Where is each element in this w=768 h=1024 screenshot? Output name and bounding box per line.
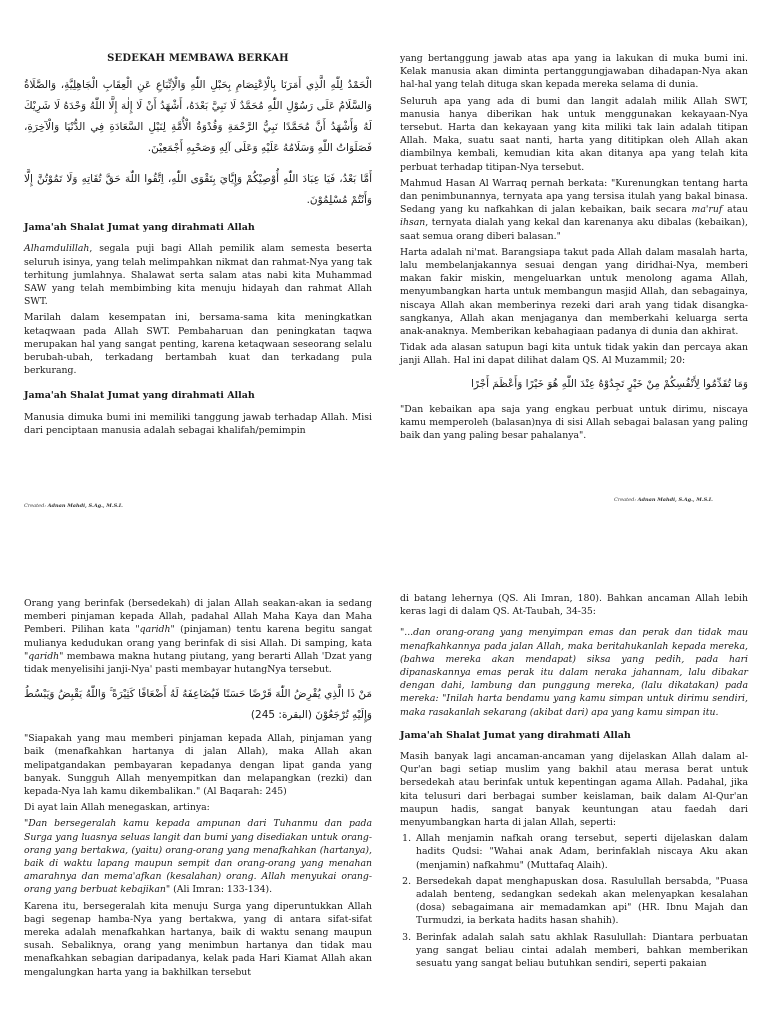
paragraph-text: Mahmud Hasan Al Warraq pernah berkata: "Kurenungkan tentang harta dan penimbunannya, ternyata apa yang tersisa itulah yang bakal binasa. Sedang yang ku nafkahkan di jalan kebaikan, baik secara: [400, 177, 748, 216]
credit-label: Created:: [24, 503, 47, 509]
credit-label: Created:: [614, 497, 637, 503]
paragraph-text: , segala puji bagi Allah pemilik alam semesta beserta seluruh isinya, yang telah melimpahkan nikmat dan rahmat-Nya yang tak terhitung jumlahnya. Shalawat serta salam atas nabi kita Muhammad SAW yang telah membimbing kita menuju hidayah dan rahmat Allah SWT.: [24, 243, 372, 308]
page-2: [0, 582, 768, 1024]
arabic-opening-praise: الْحَمْدُ لِلّٰهِ الَّذِي أَمَرَنَا بِالْاِعْتِصَامِ بِحَبْلِ اللّٰهِ وَالْاِتِّبَاعِ عَنِ الْعِقَابِ الْجَاهِلِيَّةِ، وَالصَّلَاةُ وَالسَّلَامُ عَلَى رَسُوْلِ اللّٰهِ مُحَمَّدٌ لَا نَبِيَّ بَعْدَهُ، أَشْهَدُ أَنْ لَا إِلٰهَ إِلَّا اللّٰهُ وَحْدَهُ لَا شَرِيْكَ لَهُ وَأَشْهَدُ أَنَّ مُحَمَّدًا نَبِيُّ الرَّحْمَةِ وَقُدْوَةُ الْأُمَّةِ لِنَيْلِ السَّعَادَةِ فِي الدُّنْيَا وَالْآخِرَةِ، فَصَلَوَاتُ اللّٰهِ وَسَلَامُهُ عَلَيْهِ وَعَلَى آلِهِ وَصَحْبِهِ أَجْمَعِيْنَ.: [24, 79, 372, 155]
author-credit: [24, 503, 123, 509]
italic-quote: "Dan bersegeralah kamu kepada ampunan dari Tuhanmu dan pada Surga yang luasnya seluas langit dan bumi yang disediakan untuk orang-orang yang bertakwa, (yaitu) orang-orang yang menafkahkan (hartanya), baik di waktu lapang maupun sempit dan orang-orang yang menahan amarahnya dan mema'afkan (kesalahan) orang. Allah menyukai orang-orang yang berbuat kebajikan": [24, 818, 372, 896]
paragraph-text: " (pinjaman) tentu karena begitu sangat mulianya kedudukan orang yang berinfak di sisi Allah. Di samping, kata ": [24, 624, 372, 662]
document-title: SEDEKAH MEMBAWA BERKAH: [107, 53, 289, 64]
author-credit: [614, 497, 713, 503]
arabic-verse-baqarah: مَنْ ذَا الَّذِي يُقْرِضُ اللّٰهَ قَرْضًا حَسَنًا فَيُضَاعِفَهُ لَهُ أَضْعَافًا كَثِيْرَةً ۚ وَاللّٰهُ يَقْبِضُ وَيَبْسُطُ وَإِلَيْهِ تُرْجَعُوْنَ (البقرة: 245): [24, 688, 372, 722]
paragraph-ancaman: Masih banyak lagi ancaman-ancaman yang dijelaskan Allah dalam al-Qur'an bagi setiap muslim yang bakhil atau merasa berat untuk bersedekah atau berinfak untuk kepentingan agama Allah. Padahal, jika kita telusuri dari berbagai sumber keislaman, baik dalam Al-Qur'an maupun hadis, sangat banyak keuntungan atau faedah dari menyumbangkan harta di jalan Allah, seperti:: [400, 751, 748, 829]
paragraph-text: atau: [722, 204, 748, 216]
paragraph-pertanggungjawaban: yang bertanggung jawab atas apa yang ia lakukan di muka bumi ini. Kelak manusia akan diminta pertanggungjawaban dihadapan-Nya akan hal-hal yang telah dituga skan kepada mereka selama di dunia.: [400, 53, 748, 91]
section-heading: Jama'ah Shalat Jumat yang dirahmati Allah: [24, 222, 255, 234]
credit-author: Adnan Mahdi, S.Ag., M.S.I.: [637, 497, 713, 503]
paragraph-taqwa: Marilah dalam kesempatan ini, bersama-sama kita meningkatkan ketaqwaan pada Allah SWT. Pembaharuan dan peningkatan taqwa merupakan hal yang sangat penting, karena ketaqwaan seseorang selalu berubah-ubah, terkadang bertambah kuat dan terkadang pula berkurang.: [24, 312, 372, 377]
list-item: 3. Berinfak adalah salah satu akhlak Rasulullah: Diantara perbuatan yang sangat beliau cintai adalah memberi, bahkan memberikan sesuatu yang sangat beliau butuhkan sendiri, seperti pakaian: [414, 931, 748, 971]
paragraph-text: " membawa makna hutang piutang, yang berarti Allah 'Dzat yang tidak menyelisihi janji-Nya' pasti membayar hutangNya tersebut.: [24, 650, 372, 676]
page-2-right-column: [400, 592, 748, 973]
credit-author: Adnan Mahdi, S.Ag., M.S.I.: [47, 503, 123, 509]
paragraph-bersegera: Karena itu, bersegeralah kita menuju Surga yang diperuntukkan Allah bagi segenap hamba-Nya yang bertakwa, yang di antara sifat-sifat mereka adalah menafkahkan hartanya, baik di waktu senang maupun susah. Sebaliknya, orang yang menimbun hartanya dan tidak mau menafkahkan sebagian daripadanya, kelak pada Hari Kiamat Allah akan mengalungkan harta yang ia bakhilkan tersebut: [24, 900, 372, 978]
benefits-list: [400, 832, 748, 970]
paragraph-mahmud-hasan: [400, 177, 748, 243]
paragraph-batang-leher: di batang lehernya (QS. Ali Imran, 180). Bahkan ancaman Allah lebih keras lagi di dalam QS. At-Taubah, 34-35:: [400, 593, 748, 618]
paragraph-text: (Ali Imran: 133-134).: [170, 884, 273, 896]
paragraph-ali-imran: [24, 817, 372, 896]
section-heading: Jama'ah Shalat Jumat yang dirahmati Allah: [400, 729, 631, 741]
italic-term: qaridh: [28, 650, 60, 662]
paragraph-qaridh: [24, 597, 372, 676]
page-gap: [0, 520, 768, 582]
italic-term: ma'ruf: [691, 204, 723, 216]
italic-term: ihsan: [400, 217, 426, 229]
verse-translation: "Siapakah yang mau memberi pinjaman kepada Allah, pinjaman yang baik (menafkahkan hartanya di jalan Allah), maka Allah akan melipatgandakan pembayaran kepadanya dengan lipat ganda yang banyak. Sungguh Allah menyempitkan dan melapangkan (rezki) dan kepada-Nya lah kamu dikembalikan." (Al Baqarah: 245): [24, 733, 372, 798]
paragraph-titipan-allah: Seluruh apa yang ada di bumi dan langit adalah milik Allah SWT, manusia hanya diberikan hak untuk menggunakan kekayaan-Nya tersebut. Harta dan kekayaan yang kita miliki tak lain adalah titipan Allah. Maka, suatu saat nanti, harta yang dititipkan oleh Allah akan diambilnya kembali, kemudian kita akan ditanya apa yang telah kita perbuat terhadap titipan-Nya tersebut.: [400, 95, 748, 173]
verse-translation: "Dan kebaikan apa saja yang engkau perbuat untuk dirimu, niscaya kamu memperoleh (balasan)nya di sisi Allah sebagai balasan yang paling baik dan yang paling besar pahalanya".: [400, 403, 748, 442]
quote-at-taubah: "...dan orang-orang yang menyimpan emas dan perak dan tidak mau menafkahkannya pada jalan Allah, maka beritahukanlah kepada mereka, (bahwa mereka akan mendapat) siksa yang pedih, pada hari dipanaskannya emas perak itu dalam neraka jahannam, lalu dibakar dengan dahi, lambung dan punggung mereka, (lalu dikatakan) pada mereka: "Inilah harta bendamu yang kamu simpan untuk dirimu sendiri, maka rasakanlah sekarang (akibat dari) apa yang kamu simpan itu.: [400, 627, 748, 718]
page-2-left-column: [24, 597, 372, 982]
list-item: 1. Allah menjamin nafkah orang tersebut, seperti dijelaskan dalam hadits Qudsi: "Wahai anak Adam, berinfaklah niscaya Aku akan (menjamin) nafkahmu" (Muttafaq Alaih).: [414, 832, 748, 872]
paragraph-tanggung-jawab: Manusia dimuka bumi ini memiliki tanggung jawab terhadap Allah. Misi dari penciptaan manusia adalah sebagai khalifah/pemimpin: [24, 411, 372, 436]
arabic-opening-amma-badu: أَمَّا بَعْدُ، فَيَا عِبَادَ اللّٰهِ أُوْصِيْكُمْ وَإِيَّايَ بِتَقْوَى اللّٰهِ، اِتَّقُوا اللّٰهَ حَقَّ تُقَاتِهِ وَلَا تَمُوْتُنَّ إِلَّا وَأَنْتُمْ مُسْلِمُوْنَ.: [24, 173, 372, 207]
page-1-right-column: [400, 52, 748, 445]
paragraph-intro: Di ayat lain Allah menegaskan, artinya:: [24, 802, 210, 814]
paragraph-text: , ternyata dialah yang kekal dan karenanya aku dibalas (kebaikan), saat semua orang diberi balasan.": [400, 217, 748, 242]
paragraph-janji-allah: Tidak ada alasan satupun bagi kita untuk tidak yakin dan percaya akan janji Allah. Hal ini dapat dilihat dalam QS. Al Muzammil; 20:: [400, 342, 748, 367]
list-item: 2. Bersedekah dapat menghapuskan dosa. Rasulullah bersabda, "Puasa adalah benteng, sedangkan sedekah akan melenyapkan kesalahan (dosa) sebagaimana air memadamkan api" (HR. Ibnu Majah dan Turmudzi, ia berkata hadits hasan shahih).: [414, 875, 748, 928]
arabic-verse-muzammil: وَمَا تُقَدِّمُوا لِأَنْفُسِكُمْ مِنْ خَيْرٍ تَجِدُوْهُ عِنْدَ اللّٰهِ هُوَ خَيْرًا وَأَعْظَمَ أَجْرًا: [470, 377, 748, 390]
paragraph-text: Orang yang berinfak (bersedekah) di jalan Allah seakan-akan ia sedang memberi pinjaman kepada Allah, padahal Allah Maha Kaya dan Maha Pemberi. Pilihan kata ": [24, 598, 372, 636]
page-1-left-column: [24, 52, 372, 440]
italic-term: Alhamdulillah: [24, 243, 90, 255]
paragraph-harta-nikmat: Harta adalah ni'mat. Barangsiapa takut pada Allah dalam masalah harta, lalu membelanjakannya sesuai dengan yang diridhai-Nya, memberi makan fakir miskin, mengeluarkan untuk menolong agama Allah, menyumbangkan harta untuk membangun masjid Allah, dan sebagainya, niscaya Allah akan memberinya rezeki dari arah yang tidak disangka-sangkanya, Allah akan menjaganya dan memberkahi keluarga serta anak-anaknya. Memberikan kebahagiaan padanya di dunia dan akhirat.: [400, 246, 748, 338]
paragraph-alhamdulillah: [24, 242, 372, 308]
section-heading: Jama'ah Shalat Jumat yang dirahmati Allah: [24, 390, 255, 402]
italic-term: qaridh: [139, 624, 171, 636]
